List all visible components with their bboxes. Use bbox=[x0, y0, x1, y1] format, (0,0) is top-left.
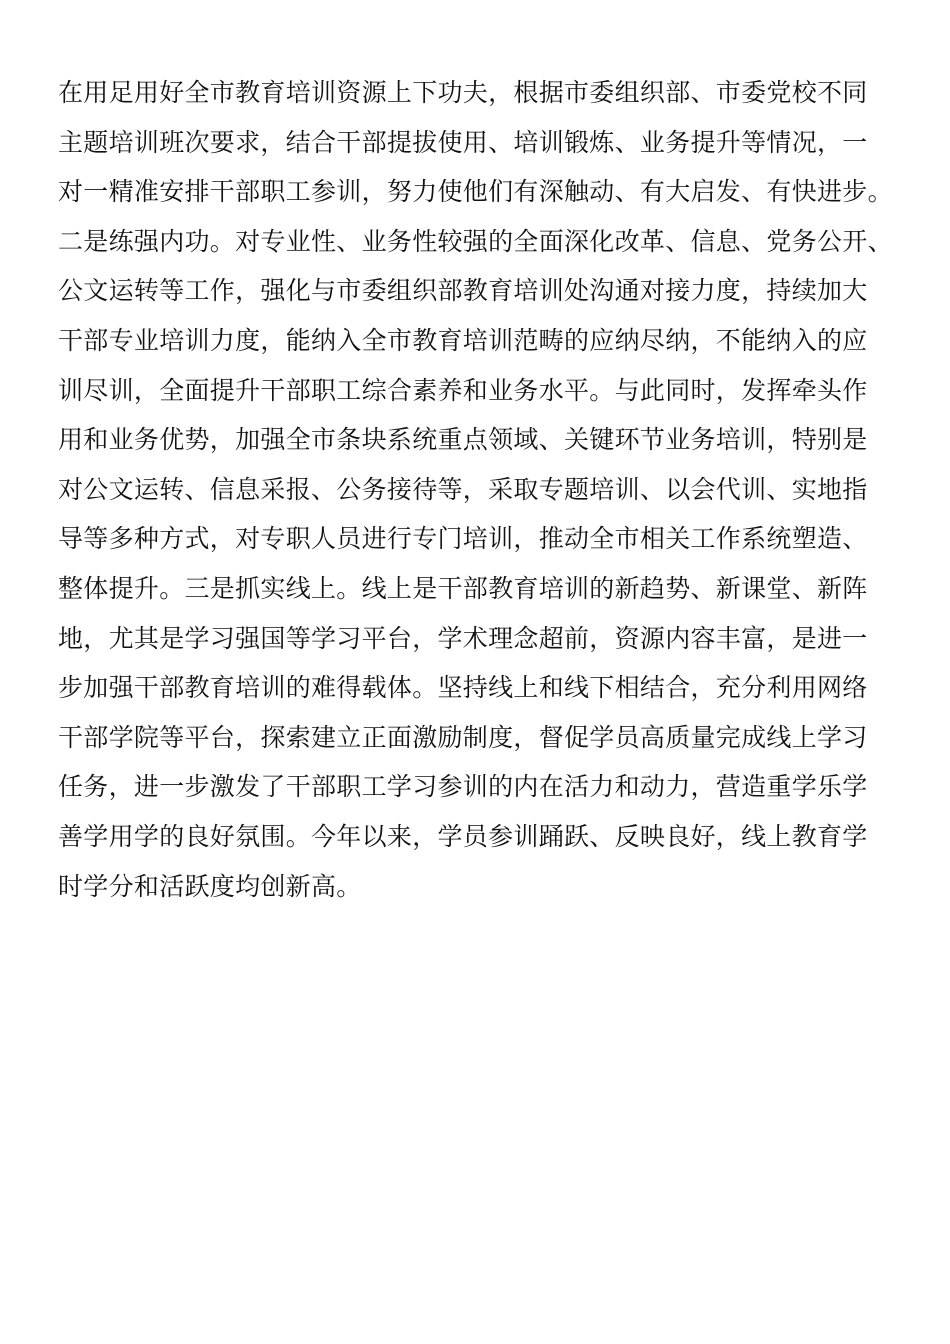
text-line: 时学分和活跃度均创新高。 bbox=[58, 871, 362, 901]
text-line: 公文运转等工作，强化与市委组织部教育培训处沟通对接力度，持续加大 bbox=[58, 276, 868, 306]
text-line: 导等多种方式，对专职人员进行专门培训，推动全市相关工作系统塑造、 bbox=[58, 524, 868, 554]
text-line: 在用足用好全市教育培训资源上下功夫，根据市委组织部、市委党校不同 bbox=[58, 78, 868, 107]
text-line: 对一精准安排干部职工参训，努力使他们有深触动、有大启发、有快进步。 bbox=[58, 177, 893, 207]
text-line: 步加强干部教育培训的难得载体。坚持线上和线下相结合，充分利用网络 bbox=[58, 673, 868, 703]
text-line: 地，尤其是学习强国等学习平台，学术理念超前，资源内容丰富，是进一 bbox=[58, 623, 868, 653]
text-line: 对公文运转、信息采报、公务接待等，采取专题培训、以会代训、实地指 bbox=[58, 474, 868, 504]
text-line: 训尽训，全面提升干部职工综合素养和业务水平。与此同时，发挥牵头作 bbox=[58, 375, 868, 405]
body-paragraph bbox=[58, 68, 898, 911]
text-line: 干部专业培训力度，能纳入全市教育培训范畴的应纳尽纳，不能纳入的应 bbox=[58, 325, 868, 355]
text-line: 用和业务优势，加强全市条块系统重点领域、关键环节业务培训，特别是 bbox=[58, 425, 868, 455]
text-line: 二是练强内功。对专业性、业务性较强的全面深化改革、信息、党务公开、 bbox=[58, 226, 893, 256]
text-line: 整体提升。三是抓实线上。线上是干部教育培训的新趋势、新课堂、新阵 bbox=[58, 573, 868, 603]
text-line: 善学用学的良好氛围。今年以来，学员参训踊跃、反映良好，线上教育学 bbox=[58, 821, 868, 851]
text-line: 干部学院等平台，探索建立正面激励制度，督促学员高质量完成线上学习 bbox=[58, 722, 868, 752]
text-line: 任务，进一步激发了干部职工学习参训的内在活力和动力，营造重学乐学 bbox=[58, 772, 868, 802]
text-line: 主题培训班次要求，结合干部提拔使用、培训锻炼、业务提升等情况，一 bbox=[58, 127, 868, 157]
